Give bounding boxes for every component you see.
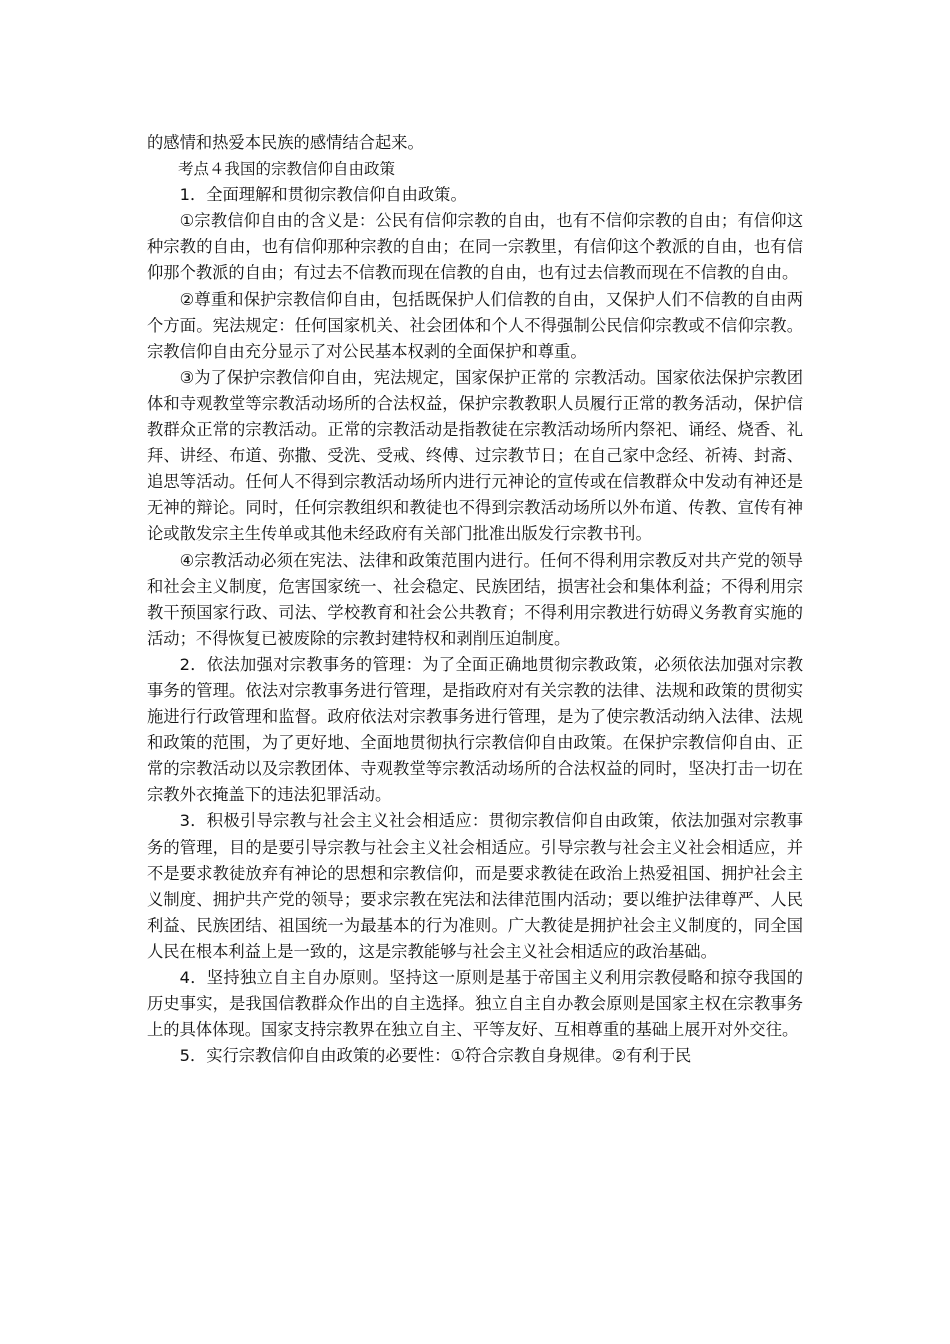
paragraph-point-3: 3．积极引导宗教与社会主义社会相适应：贯彻宗教信仰自由政策，依法加强对宗教事务的管理，目的是要引导宗教与社会主义社会相适应。引导宗教与社会主义社会相适应，并不是要求教徒放弃有神论的思想和宗教信仰，而是要求教徒在政治上热爱祖国、拥护社会主义制度、拥护共产党的领导；要求宗教在宪法和法律范围内活动；要以维护法律尊严、人民利益、民族团结、祖国统一为最基本的行为准则。广大教徒是拥护社会主义制度的，同全国人民在根本利益上是一致的，这是宗教能够与社会主义社会相适应的政治基础。 <box>147 811 803 961</box>
paragraph-point-4: 4．坚持独立自主自办原则。坚持这一原则是基于帝国主义利用宗教侵略和掠夺我国的历史事实，是我国信教群众作出的自主选择。独立自主自办教会原则是国家主权在宗教事务上的具体体现。国家支持宗教界在独立自主、平等友好、互相尊重的基础上展开对外交往。 <box>147 968 803 1040</box>
document-page <box>147 130 803 1069</box>
section-heading: 考点４我国的宗教信仰自由政策 <box>178 160 396 179</box>
paragraph-sub-2: ②尊重和保护宗教信仰自由，包括既保护人们信教的自由，又保护人们不信教的自由两个方面。宪法规定：任何国家机关、社会团体和个人不得强制公民信仰宗教或不信仰宗教。宗教信仰自由充分显示了对公民基本权剥的全面保护和尊重。 <box>147 289 803 361</box>
paragraph-continuation: 的感情和热爱本民族的感情结合起来。 <box>147 133 424 152</box>
paragraph-sub-1: ①宗教信仰自由的含义是：公民有信仰宗教的自由，也有不信仰宗教的自由；有信仰这种宗教的自由，也有信仰那种宗教的自由；在同一宗教里，有信仰这个教派的自由，也有信仰那个教派的自由；有过去不信教而现在信教的自由，也有过去信教而现在不信教的自由。 <box>147 211 803 283</box>
paragraph-point-1: 1．全面理解和贯彻宗教信仰自由政策。 <box>179 185 467 205</box>
paragraph-sub-3: ③为了保护宗教信仰自由，宪法规定，国家保护正常的 宗教活动。国家依法保护宗教团体和寺观教堂等宗教活动场所的合法权益，保护宗教教职人员履行正常的教务活动，保护信教群众正常的宗教活动。正常的宗教活动是指教徒在宗教活动场所内祭祀、诵经、烧香、礼拜、讲经、布道、弥撒、受洗、受戒、终傅、过宗教节日；在自己家中念经、祈祷、封斋、追思等活动。任何人不得到宗教活动场所内进行元神论的宣传或在信教群众中发动有神还是无神的辩论。同时，任何宗教组织和教徒也不得到宗教活动场所以外布道、传教、宣传有神论或散发宗主生传单或其他未经政府有关部门批准出版发行宗教书刊。 <box>147 367 803 544</box>
paragraph-point-2: 2．依法加强对宗教事务的管理：为了全面正确地贯彻宗教政策，必须依法加强对宗教事务的管理。依法对宗教事务进行管理，是指政府对有关宗教的法律、法规和政策的贯彻实施进行行政管理和监督。政府依法对宗教事务进行管理，是为了使宗教活动纳入法律、法规和政策的范围，为了更好地、全面地贯彻执行宗教信仰自由政策。在保护宗教信仰自由、正常的宗教活动以及宗教团体、寺观教堂等宗教活动场所的合法权益的同时，坚决打击一切在宗教外衣掩盖下的违法犯罪活动。 <box>147 654 803 805</box>
paragraph-point-5: 5．实行宗教信仰自由政策的必要性：①符合宗教自身规律。②有利于民 <box>179 1046 692 1066</box>
paragraph-sub-4: ④宗教活动必须在宪法、法律和政策范围内进行。任何不得利用宗教反对共产党的领导和社会主义制度，危害国家统一、社会稳定、民族团结，损害社会和集体利益；不得利用宗教干预国家行政、司法、学校教育和社会公共教育；不得利用宗教进行妨碍义务教育实施的活动；不得恢复已被废除的宗教封建特权和剥削压迫制度。 <box>147 550 803 648</box>
